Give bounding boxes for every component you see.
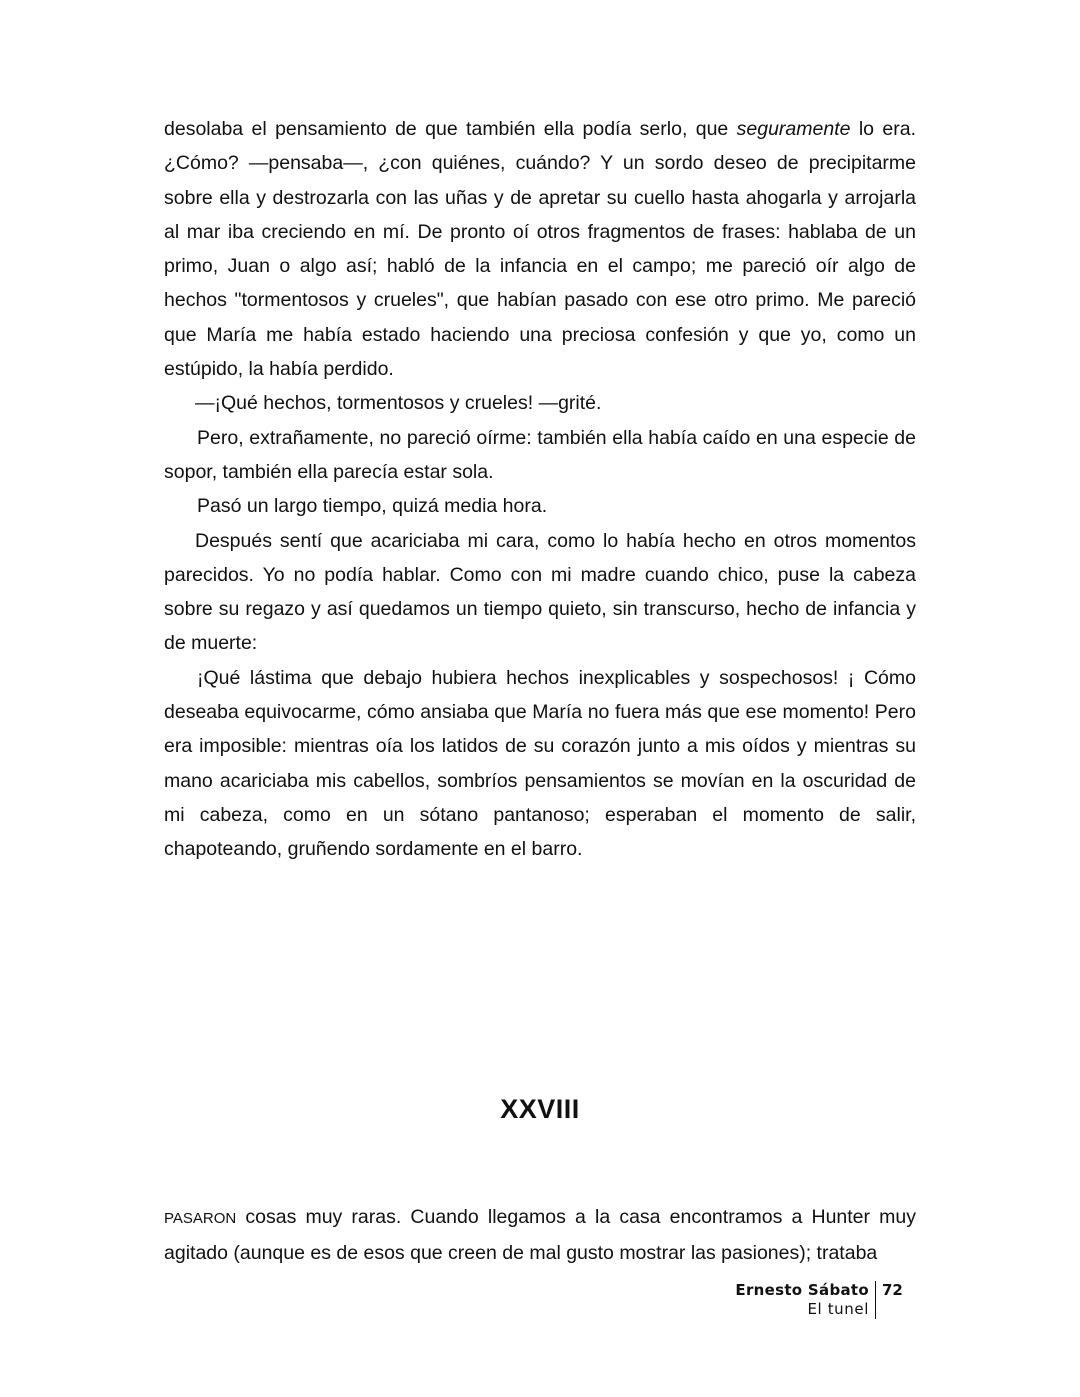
paragraph-text: lo era. ¿Cómo? —pensaba—, ¿con quiénes, cuándo? Y un sordo deseo de precipitarme sobre ella y destrozarla con las uñas y de apretar su cuello hasta ahogarla y arrojarla al mar iba creciendo en mí. De pronto oí otros fragmentos de frases: hablaba de un primo, Juan o algo así; habló de la infancia en el campo; me pareció oír algo de hechos "tormentosos y crueles", que habían pasado con ese otro primo. Me pareció que María me había estado haciendo una preciosa confesión y que yo, como un estúpido, la había perdido. [164, 118, 916, 381]
paragraph: Pasó un largo tiempo, quizá media hora. [197, 495, 548, 518]
chapter-heading: XXVIII [500, 1094, 580, 1124]
paragraph-text: cosas muy raras. Cuando llegamos a la casa encontramos a Hunter muy agitado (aunque es de esos que creen de mal gusto mostrar las pasiones); trataba [164, 1206, 916, 1265]
chapter-opening-text [164, 1200, 916, 1271]
footer-credit [735, 1281, 876, 1319]
paragraph [164, 1200, 916, 1271]
paragraph [164, 112, 916, 386]
page-number: 72 [882, 1281, 903, 1299]
emphasis-text: seguramente [736, 118, 851, 140]
body-text [164, 112, 916, 867]
paragraph: ¡Qué lástima que debajo hubiera hechos inexplicables y sospechosos! ¡ Cómo deseaba equivocarme, cómo ansiaba que María no fuera más que ese momento! Pero era imposible: mientras oía los latidos de su corazón junto a mis oídos y mientras su mano acariciaba mis cabellos, sombríos pensamientos se movían en la oscuridad de mi cabeza, como en un sótano pantanoso; esperaban el momento de salir, chapoteando, gruñendo sordamente en el barro. [164, 666, 916, 861]
footer-book-title: El tunel [807, 1300, 869, 1318]
paragraph: Pero, extrañamente, no pareció oírme: también ella había caído en una especie de sopor, también ella parecía estar sola. [164, 426, 916, 483]
lead-word: PASARON [164, 1210, 237, 1227]
paragraph-text: desolaba el pensamiento de que también ella podía serlo, que [164, 118, 737, 140]
paragraph: —¡Qué hechos, tormentosos y crueles! —grité. [195, 392, 602, 415]
footer-author: Ernesto Sábato [735, 1281, 869, 1299]
paragraph: Después sentí que acariciaba mi cara, como lo había hecho en otros momentos parecidos. Yo no podía hablar. Como con mi madre cuando chico, puse la cabeza sobre su regazo y así quedamos un tiempo quieto, sin transcurso, hecho de infancia y de muerte: [164, 529, 916, 655]
